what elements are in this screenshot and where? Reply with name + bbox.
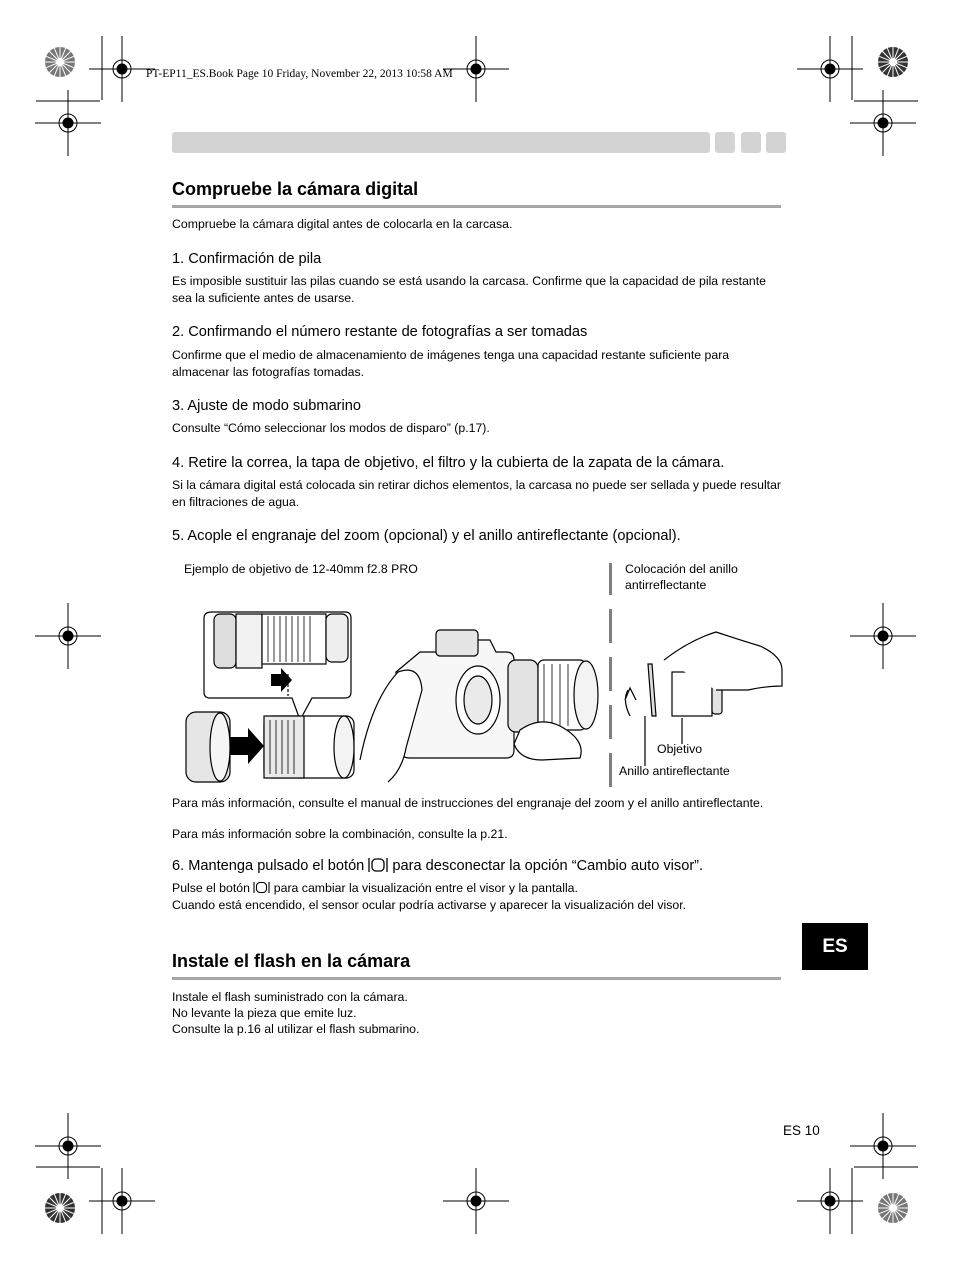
- lcd-button-icon: [368, 857, 388, 873]
- figure-right-caption: Colocación del anillo antirreflectante: [625, 562, 738, 592]
- page-number: ES 10: [783, 1123, 820, 1138]
- step-3-heading: 3. Ajuste de modo submarino: [172, 398, 362, 414]
- after-figure-note-1: Para más información, consulte el manual de instrucciones del engranaje del zoom y el anillo antireflectante.: [172, 796, 764, 810]
- step-6-body-pre: Pulse el botón: [172, 881, 254, 895]
- step-1-body: Es imposible sustituir las pilas cuando se está usando la carcasa. Confirme que la capacidad de pila restante sea la suficiente antes de usarse.: [172, 274, 766, 305]
- step-6-heading-pre: 6. Mantenga pulsado el botón: [172, 858, 369, 874]
- language-badge: ES: [802, 923, 868, 970]
- step-4-body: Si la cámara digital está colocada sin retirar dichos elementos, la carcasa no puede ser sellada y puede resultar en filtraciones de agua.: [172, 478, 782, 509]
- step-6-heading-post: para desconectar la opción “Cambio auto visor”.: [388, 858, 704, 874]
- flash-line-1: Instale el flash suministrado con la cámara.: [172, 990, 408, 1004]
- step-5-heading: 5. Acople el engranaje del zoom (opcional) y el anillo antireflectante (opcional).: [172, 528, 681, 544]
- flash-line-2: No levante la pieza que emite luz.: [172, 1006, 357, 1020]
- step-3-body: Consulte “Cómo seleccionar los modos de disparo” (p.17).: [172, 421, 490, 435]
- figure-left-caption: Ejemplo de objetivo de 12-40mm f2.8 PRO: [184, 562, 418, 576]
- figure-label-lens: Objetivo: [657, 742, 703, 756]
- step-2-body: Confirme que el medio de almacenamiento de imágenes tenga una capacidad restante suficiente para almacenar las fotografías tomadas.: [172, 348, 730, 379]
- step-1-heading: 1. Confirmación de pila: [172, 251, 322, 267]
- section-title-install-flash: Instale el flash en la cámara: [172, 951, 411, 971]
- step-6-body-post: para cambiar la visualización entre el visor y la pantalla.: [270, 881, 578, 895]
- step-6-body-2: Cuando está encendido, el sensor ocular podría activarse y aparecer la visualización del visor.: [172, 898, 687, 912]
- after-figure-note-2: Para más información sobre la combinación, consulte la p.21.: [172, 827, 508, 841]
- step-4-heading: 4. Retire la correa, la tapa de objetivo, el filtro y la cubierta de la zapata de la cámara.: [172, 455, 725, 471]
- section-title-check-camera: Compruebe la cámara digital: [172, 179, 419, 199]
- section-intro: Compruebe la cámara digital antes de colocarla en la carcasa.: [172, 217, 513, 231]
- lcd-button-icon: [253, 881, 270, 894]
- step-2-heading: 2. Confirmando el número restante de fotografías a ser tomadas: [172, 324, 588, 340]
- figure-label-ring: Anillo antireflectante: [619, 764, 730, 778]
- step-6-body: [172, 880, 782, 897]
- print-header: PT-EP11_ES.Book Page 10 Friday, November 22, 2013 10:58 AM: [146, 68, 453, 80]
- section-rule: [172, 977, 781, 980]
- flash-line-3: Consulte la p.16 al utilizar el flash submarino.: [172, 1022, 420, 1036]
- step-6-heading: [172, 857, 703, 874]
